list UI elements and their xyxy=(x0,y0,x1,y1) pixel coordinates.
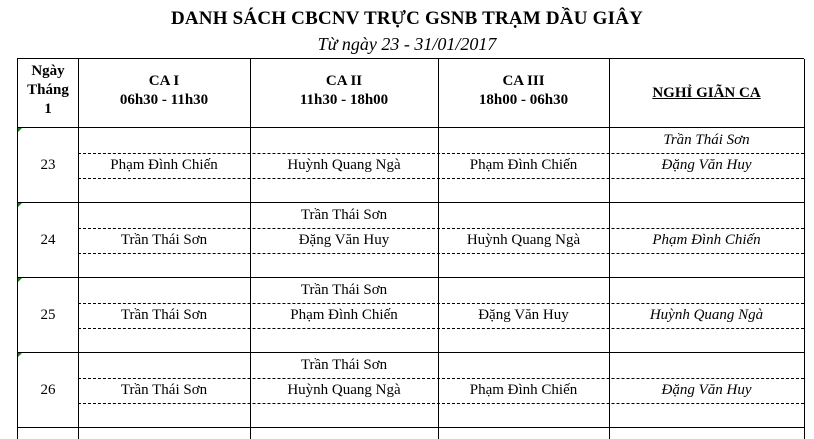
cell-note-marker xyxy=(18,128,22,132)
page-title: DANH SÁCH CBCNV TRỰC GSNB TRẠM DẦU GIÂY xyxy=(170,8,644,29)
row-divider xyxy=(18,202,804,203)
header-ca1-time: 06h30 - 11h30 xyxy=(119,92,209,108)
cell-note-marker xyxy=(18,353,22,357)
page-subtitle: Từ ngày 23 - 31/01/2017 xyxy=(317,34,497,54)
header-ngay-line2: Tháng xyxy=(27,82,69,98)
shift-staff-name: Trần Thái Sơn xyxy=(300,357,388,373)
dashed-separator xyxy=(78,303,804,304)
shift-staff-name: Trần Thái Sơn xyxy=(300,207,388,223)
header-ngay-line1: Ngày xyxy=(31,63,65,79)
rest-staff-name: Đặng Văn Huy xyxy=(661,157,752,173)
shift-staff-name: Đặng Văn Huy xyxy=(298,232,390,248)
dashed-separator xyxy=(78,403,804,404)
header-ca2 xyxy=(250,72,438,110)
dashed-separator xyxy=(78,378,804,379)
rest-staff-name: Phạm Đình Chiến xyxy=(652,232,761,248)
header-ca3 xyxy=(438,72,609,110)
header-ca3-time: 18h00 - 06h30 xyxy=(478,92,569,108)
shift-staff-name: Huỳnh Quang Ngà xyxy=(287,382,401,398)
row-divider xyxy=(18,277,804,278)
header-ca2-time: 11h30 - 18h00 xyxy=(299,92,389,108)
header-ca3-name: CA III xyxy=(502,73,545,89)
shift-staff-name: Trần Thái Sơn xyxy=(120,307,208,323)
shift-staff-name: Huỳnh Quang Ngà xyxy=(466,232,581,248)
column-divider xyxy=(804,59,805,439)
shift-staff-name: Phạm Đình Chiến xyxy=(290,307,398,323)
header-ca1-name: CA I xyxy=(148,73,180,89)
day-cell: 24 xyxy=(40,232,56,248)
schedule-table xyxy=(17,58,804,439)
dashed-separator xyxy=(78,228,804,229)
shift-staff-name: Đặng Văn Huy xyxy=(478,307,569,323)
day-cell: 23 xyxy=(40,157,56,173)
shift-staff-name: Phạm Đình Chiến xyxy=(469,382,578,398)
shift-staff-name: Phạm Đình Chiến xyxy=(110,157,218,173)
dashed-separator xyxy=(78,178,804,179)
header-ngay-line3: 1 xyxy=(44,101,52,117)
dashed-separator xyxy=(78,253,804,254)
rest-staff-name: Huỳnh Quang Ngà xyxy=(649,307,764,323)
shift-staff-name: Huỳnh Quang Ngà xyxy=(287,157,401,173)
cell-note-marker xyxy=(18,203,22,207)
day-cell: 26 xyxy=(40,382,56,398)
header-divider xyxy=(18,127,804,128)
row-divider xyxy=(18,352,804,353)
dashed-separator xyxy=(78,153,804,154)
cell-note-marker xyxy=(18,278,22,282)
rest-staff-name: Đặng Văn Huy xyxy=(661,382,752,398)
header-nghi-gian-ca: NGHỈ GIÃN CA xyxy=(652,85,761,101)
shift-staff-name: Trần Thái Sơn xyxy=(120,382,208,398)
shift-staff-name: Phạm Đình Chiến xyxy=(469,157,578,173)
header-ca2-name: CA II xyxy=(325,73,363,89)
day-cell: 25 xyxy=(40,307,56,323)
dashed-separator xyxy=(78,328,804,329)
header-ca1 xyxy=(78,72,250,110)
header-ngay xyxy=(18,62,78,119)
rest-staff-name: Trần Thái Sơn xyxy=(663,132,750,148)
shift-staff-name: Trần Thái Sơn xyxy=(120,232,208,248)
shift-staff-name: Trần Thái Sơn xyxy=(300,282,388,298)
